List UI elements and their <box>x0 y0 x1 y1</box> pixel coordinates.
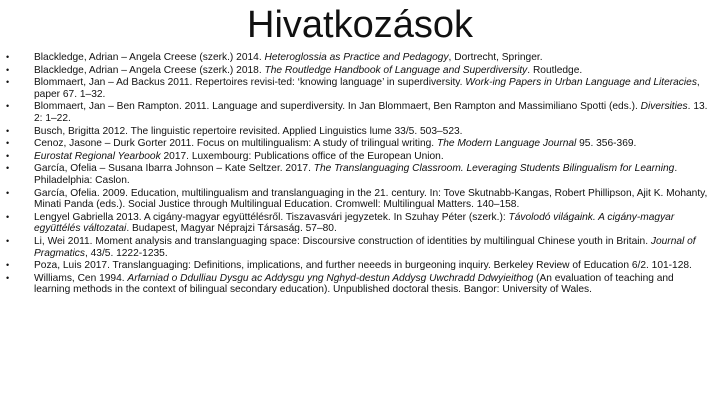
reference-title: The Modern Language Journal <box>436 138 577 150</box>
reference-item <box>6 163 708 186</box>
reference-text-end: . Philadelphia: Caslon. <box>34 163 678 186</box>
bullet-icon: • <box>6 260 10 271</box>
reference-item <box>6 64 708 77</box>
bullet-icon: • <box>6 77 10 88</box>
bullet-icon: • <box>6 150 10 161</box>
reference-list <box>6 52 708 297</box>
reference-text-end: , 43/5. 1222-1235. <box>84 247 168 259</box>
bullet-icon: • <box>6 235 10 246</box>
reference-text: Cenoz, Jasone – Durk Gorter 2011. Focus on multilingualism: A study of trilingual writing. <box>34 138 437 150</box>
reference-item <box>6 138 708 150</box>
reference-item <box>6 260 708 272</box>
reference-text: García, Ofelia. 2009. Education, multilingualism and translanguaging in the 21. century. In: Tove Skutnabb-Kangas, Robert Phillipson, Ajit K. Mohanty, Minati Panda (eds.). Social Justice through Multilingual Education. Cromwell: Multilingual Matters. 140–158. <box>34 187 708 211</box>
bullet-icon: • <box>6 272 10 283</box>
reference-text: Li, Wei 2011. Moment analysis and translanguaging space: Discoursive construction of identities by multilingual Chinese youth in Britain. <box>34 235 651 247</box>
reference-text-end: 95. 356-369. <box>576 138 637 150</box>
bullet-icon: • <box>6 52 10 62</box>
reference-text: García, Ofelia – Susana Ibarra Johnson – Kate Seltzer. 2017. <box>34 163 314 175</box>
bullet-icon: • <box>6 101 10 112</box>
bullet-icon: • <box>6 187 10 198</box>
reference-text: Williams, Cen 1994. <box>34 272 128 284</box>
bullet-icon: • <box>6 64 10 75</box>
reference-text-end: . Budapest, Magyar Néprajzi Társaság. 57–80. <box>126 223 337 235</box>
reference-item <box>6 272 708 296</box>
reference-text-end: . 13. 2: 1–22. <box>34 101 708 124</box>
bullet-icon: • <box>6 163 10 174</box>
reference-text-end: (An evaluation of teaching and learning methods in the context of bilingual secondary education). Unpublished doctoral thesis. Bangor: University of Wales. <box>34 272 674 296</box>
reference-title: Heteroglossia as Practice and Pedagogy <box>264 52 449 63</box>
reference-title: Arfarniad o Ddulliau Dysgu ac Addysgu yng Nghyd-destun Addysg Uwchradd Ddwyieithog <box>127 272 534 284</box>
bullet-icon: • <box>6 138 10 149</box>
reference-item <box>6 125 708 138</box>
reference-text: Blackledge, Adrian – Angela Creese (szerk.) 2018. <box>34 64 265 76</box>
reference-item <box>6 77 708 100</box>
reference-text-end: , Dortrecht, Springer. <box>448 52 543 63</box>
reference-text: Blommaert, Jan – Ad Backus 2011. Repertoires revisi-ted: ‘knowing language’ in superdiversity. <box>34 77 466 89</box>
reference-text: Blackledge, Adrian – Angela Creese (szerk.) 2014. <box>34 52 265 63</box>
reference-item <box>6 101 708 124</box>
reference-item <box>6 187 708 211</box>
reference-item <box>6 211 708 235</box>
reference-title: Diversities <box>640 101 688 113</box>
reference-text-end: . Routledge. <box>527 64 583 76</box>
reference-title: Távolodó világaink. A cigány-magyar együttélés változatai <box>34 211 675 235</box>
bullet-icon: • <box>6 211 10 222</box>
reference-item <box>6 150 708 163</box>
slide-title: Hivatkozások <box>247 4 473 46</box>
reference-title: Eurostat Regional Yearbook <box>34 150 161 162</box>
reference-text: Busch, Brigitta 2012. The linguistic repertoire revisited. Applied Linguistics lume 33/5. 503–523. <box>34 125 463 137</box>
reference-title: Work-ing Papers in Urban Language and Literacies <box>465 77 697 89</box>
reference-text-end: 2017. Luxembourg: Publications office of the European Union. <box>160 150 444 162</box>
reference-text-end: , paper 67. 1–32. <box>34 77 700 100</box>
reference-title: The Routledge Handbook of Language and Superdiversity <box>264 64 528 76</box>
reference-text: Lengyel Gabriella 2013. A cigány-magyar együttélésről. Tiszavasvári jegyzetek. In Szuhay Péter (szerk.): <box>34 211 509 223</box>
reference-item <box>6 235 708 259</box>
reference-title: The Translanguaging Classroom. Leveraging Students Bilingualism for Learning <box>313 163 675 175</box>
reference-text: Blommaert, Jan – Ben Rampton. 2011. Language and superdiversity. In Jan Blommaert, Ben Rampton and Massimiliano Spotti (eds.). <box>34 101 641 113</box>
bullet-icon: • <box>6 125 10 136</box>
reference-item <box>6 52 708 64</box>
reference-text: Poza, Luis 2017. Translanguaging: Definitions, implications, and further neeeds in burgeoning inquiry. Berkeley Review of Education 6/2. 101-128. <box>34 260 692 272</box>
reference-title: Journal of Pragmatics <box>34 235 696 259</box>
